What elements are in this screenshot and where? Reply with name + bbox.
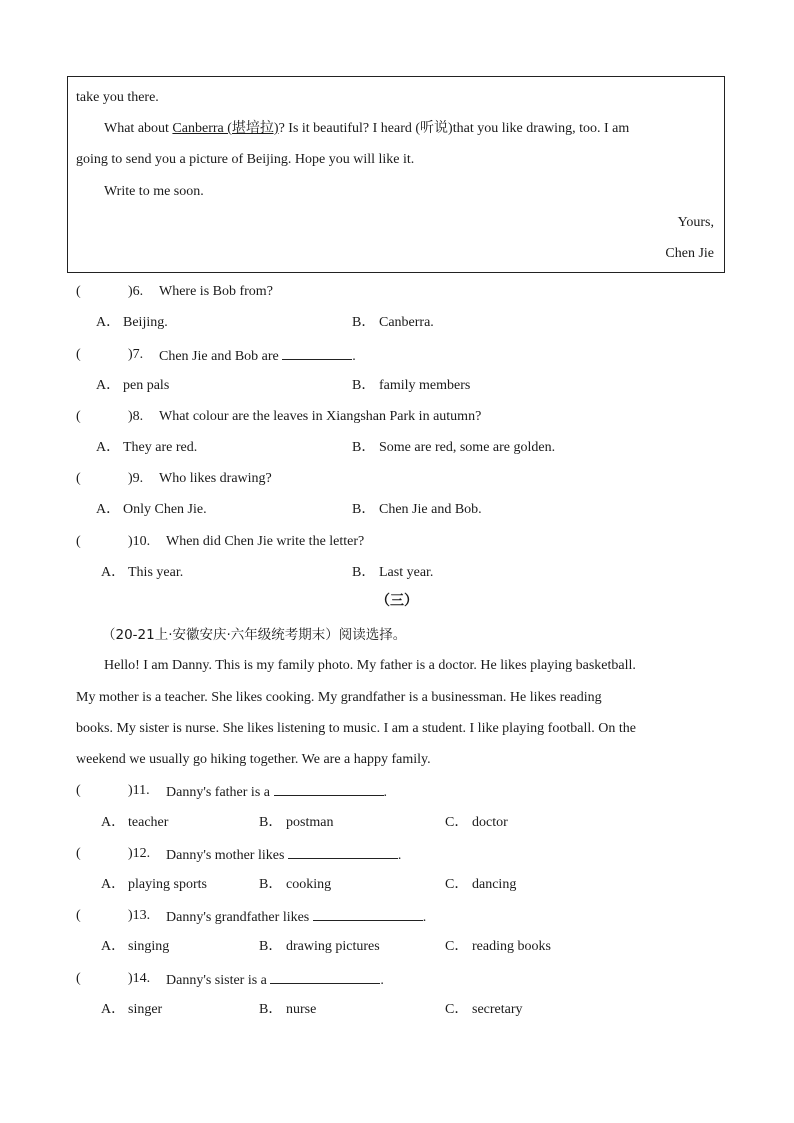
question-text bbox=[166, 907, 426, 927]
option-label: A． bbox=[96, 378, 121, 393]
letter-p2-start: What about bbox=[104, 121, 173, 136]
letter-p2-rest: ? Is it beautiful? I heard (听说)that you like drawing, too. I am bbox=[278, 121, 630, 136]
option-text: Some are red, some are golden. bbox=[379, 440, 556, 455]
question-text: What colour are the leaves in Xiangshan Park in autumn? bbox=[159, 409, 482, 424]
question-text-end: . bbox=[352, 349, 356, 364]
question-text-start: Danny's sister is a bbox=[166, 973, 271, 988]
option-label: B． bbox=[259, 939, 283, 954]
option-text: doctor bbox=[472, 815, 508, 830]
letter-line-1: take you there. bbox=[76, 90, 159, 105]
answer-blank[interactable] bbox=[274, 782, 384, 796]
question-text-start: Danny's father is a bbox=[166, 785, 274, 800]
question-number: )13. bbox=[128, 908, 151, 923]
option-label: B． bbox=[259, 877, 283, 892]
question-number: )8. bbox=[128, 409, 144, 424]
question-text-end: . bbox=[397, 848, 402, 863]
letter-paragraph-3: Write to me soon. bbox=[104, 184, 204, 199]
option-label: B． bbox=[352, 440, 376, 455]
option-label: B． bbox=[352, 565, 376, 580]
question-number: )10. bbox=[128, 534, 151, 549]
letter-closing: Yours, bbox=[677, 215, 714, 230]
option-text: family members bbox=[379, 378, 471, 393]
option-label: A． bbox=[101, 815, 126, 830]
letter-paragraph-2-line-2: going to send you a picture of Beijing. Hope you will like it. bbox=[76, 152, 415, 167]
question-number: )14. bbox=[128, 971, 151, 986]
option-text: nurse bbox=[286, 1002, 317, 1017]
option-text: Chen Jie and Bob. bbox=[379, 502, 482, 517]
passage-line: My mother is a teacher. She likes cooking. My grandfather is a businessman. He likes reading bbox=[76, 690, 602, 705]
question-number: )6. bbox=[128, 284, 144, 299]
question-text-end: . bbox=[383, 785, 387, 800]
passage-line: books. My sister is nurse. She likes listening to music. I am a student. I like playing football. On the bbox=[76, 721, 636, 736]
option-text: playing sports bbox=[128, 877, 207, 892]
answer-paren[interactable]: ( bbox=[76, 409, 81, 424]
option-label: C． bbox=[445, 815, 469, 830]
question-text: Who likes drawing? bbox=[159, 471, 272, 486]
option-text: singing bbox=[128, 939, 170, 954]
question-number: )11. bbox=[128, 783, 150, 798]
question-text: Where is Bob from? bbox=[159, 284, 273, 299]
answer-paren[interactable]: ( bbox=[76, 534, 81, 549]
question-text bbox=[166, 845, 401, 865]
question-text-end: . bbox=[422, 910, 427, 925]
option-text: This year. bbox=[128, 565, 184, 580]
option-text: cooking bbox=[286, 877, 332, 892]
question-text-end: . bbox=[380, 973, 384, 988]
option-label: B． bbox=[259, 1002, 283, 1017]
question-number: )12. bbox=[128, 846, 151, 861]
question-text-start: Danny's mother likes bbox=[166, 848, 288, 863]
section-heading: （三） bbox=[376, 594, 418, 609]
question-text bbox=[159, 346, 356, 366]
option-text: teacher bbox=[128, 815, 169, 830]
option-text: Only Chen Jie. bbox=[123, 502, 207, 517]
letter-box bbox=[67, 76, 725, 273]
question-text-start: Danny's grandfather likes bbox=[166, 910, 313, 925]
option-label: B． bbox=[352, 378, 376, 393]
option-text: Beijing. bbox=[123, 315, 168, 330]
answer-blank[interactable] bbox=[282, 346, 352, 360]
option-label: A． bbox=[101, 565, 126, 580]
option-text: secretary bbox=[472, 1002, 523, 1017]
option-label: C． bbox=[445, 939, 469, 954]
question-text bbox=[166, 970, 384, 990]
question-text bbox=[166, 782, 387, 802]
question-text: When did Chen Jie write the letter? bbox=[166, 534, 365, 549]
option-text: postman bbox=[286, 815, 334, 830]
answer-blank[interactable] bbox=[288, 845, 398, 859]
option-label: C． bbox=[445, 877, 469, 892]
answer-blank[interactable] bbox=[313, 907, 423, 921]
option-label: A． bbox=[101, 1002, 126, 1017]
section-source: （20-21上·安徽安庆·六年级统考期末）阅读选择。 bbox=[102, 627, 407, 643]
option-text: Last year. bbox=[379, 565, 434, 580]
passage-line: weekend we usually go hiking together. We are a happy family. bbox=[76, 752, 431, 767]
answer-paren[interactable]: ( bbox=[76, 846, 81, 861]
option-label: C． bbox=[445, 1002, 469, 1017]
option-label: B． bbox=[352, 502, 376, 517]
answer-paren[interactable]: ( bbox=[76, 471, 81, 486]
question-text-start: Chen Jie and Bob are bbox=[159, 349, 283, 364]
option-text: dancing bbox=[472, 877, 517, 892]
question-number: )7. bbox=[128, 347, 144, 362]
option-text: Canberra. bbox=[379, 315, 434, 330]
question-number: )9. bbox=[128, 471, 144, 486]
option-label: B． bbox=[352, 315, 376, 330]
answer-paren[interactable]: ( bbox=[76, 971, 81, 986]
option-text: reading books bbox=[472, 939, 551, 954]
option-label: A． bbox=[96, 315, 121, 330]
option-label: A． bbox=[96, 502, 121, 517]
option-label: A． bbox=[101, 877, 126, 892]
option-label: A． bbox=[96, 440, 121, 455]
answer-blank[interactable] bbox=[270, 970, 380, 984]
letter-signature: Chen Jie bbox=[665, 246, 714, 261]
answer-paren[interactable]: ( bbox=[76, 347, 81, 362]
option-label: A． bbox=[101, 939, 126, 954]
option-text: pen pals bbox=[123, 378, 170, 393]
answer-paren[interactable]: ( bbox=[76, 908, 81, 923]
option-text: drawing pictures bbox=[286, 939, 380, 954]
answer-paren[interactable]: ( bbox=[76, 783, 81, 798]
letter-paragraph-2 bbox=[104, 120, 629, 138]
passage-line: Hello! I am Danny. This is my family photo. My father is a doctor. He likes playing basketball. bbox=[104, 658, 636, 673]
answer-paren[interactable]: ( bbox=[76, 284, 81, 299]
canberra-underlined: Canberra (堪培拉) bbox=[172, 121, 279, 136]
option-text: singer bbox=[128, 1002, 163, 1017]
option-label: B． bbox=[259, 815, 283, 830]
option-text: They are red. bbox=[123, 440, 198, 455]
